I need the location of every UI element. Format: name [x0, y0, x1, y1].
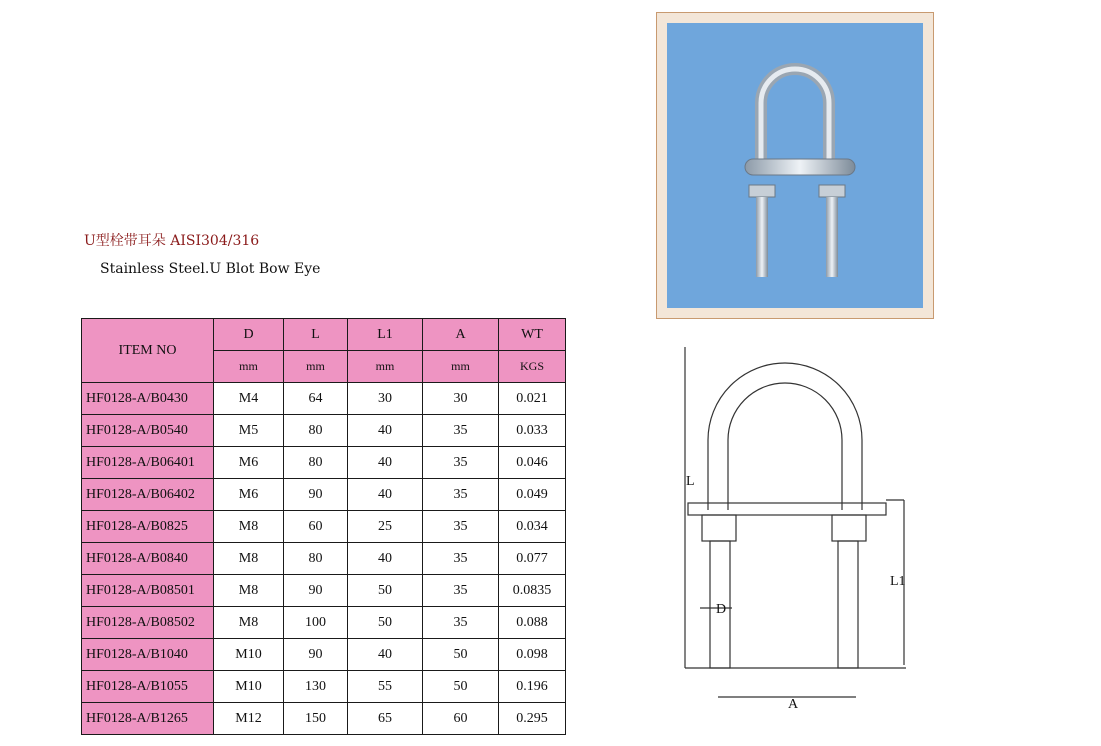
value-cell: 40 [348, 543, 423, 575]
value-cell: 0.049 [499, 479, 566, 511]
value-cell: 0.046 [499, 447, 566, 479]
value-cell: M10 [214, 671, 284, 703]
value-cell: 100 [284, 607, 348, 639]
value-cell: 90 [284, 479, 348, 511]
label-l1: L1 [890, 574, 906, 589]
value-cell: 64 [284, 383, 348, 415]
value-cell: 50 [348, 575, 423, 607]
value-cell: 0.077 [499, 543, 566, 575]
label-l: L [686, 474, 695, 489]
table-row [82, 543, 566, 575]
item-no-cell: HF0128-A/B1055 [82, 671, 214, 703]
table-row [82, 383, 566, 415]
value-cell: 35 [423, 479, 499, 511]
title-english: Stainless Steel.U Blot Bow Eye [100, 261, 321, 277]
value-cell: 80 [284, 447, 348, 479]
value-cell: 0.021 [499, 383, 566, 415]
header-a: A [423, 319, 499, 351]
spec-table [81, 318, 566, 735]
technical-drawing [676, 340, 916, 725]
value-cell: 40 [348, 639, 423, 671]
value-cell: 55 [348, 671, 423, 703]
unit-a: mm [423, 351, 499, 383]
header-item-no: ITEM NO [82, 319, 214, 383]
value-cell: 35 [423, 511, 499, 543]
header-l1: L1 [348, 319, 423, 351]
value-cell: 40 [348, 447, 423, 479]
item-no-cell: HF0128-A/B08501 [82, 575, 214, 607]
value-cell: 0.0835 [499, 575, 566, 607]
value-cell: 35 [423, 415, 499, 447]
item-no-cell: HF0128-A/B0430 [82, 383, 214, 415]
value-cell: 0.196 [499, 671, 566, 703]
value-cell: 90 [284, 639, 348, 671]
product-photo [667, 23, 923, 308]
table-row [82, 671, 566, 703]
value-cell: 50 [423, 671, 499, 703]
value-cell: 150 [284, 703, 348, 735]
product-photo-frame [656, 12, 934, 319]
label-a: A [788, 697, 799, 712]
header-wt: WT [499, 319, 566, 351]
header-l: L [284, 319, 348, 351]
value-cell: 60 [423, 703, 499, 735]
value-cell: M12 [214, 703, 284, 735]
value-cell: 80 [284, 415, 348, 447]
value-cell: M4 [214, 383, 284, 415]
table-row [82, 415, 566, 447]
value-cell: 40 [348, 479, 423, 511]
item-no-cell: HF0128-A/B08502 [82, 607, 214, 639]
value-cell: 35 [423, 543, 499, 575]
u-bolt-photo-icon [667, 23, 923, 308]
table-row [82, 447, 566, 479]
value-cell: M6 [214, 479, 284, 511]
item-no-cell: HF0128-A/B1040 [82, 639, 214, 671]
table-row [82, 479, 566, 511]
value-cell: 0.033 [499, 415, 566, 447]
value-cell: M5 [214, 415, 284, 447]
value-cell: M8 [214, 511, 284, 543]
item-no-cell: HF0128-A/B06401 [82, 447, 214, 479]
value-cell: M6 [214, 447, 284, 479]
header-d: D [214, 319, 284, 351]
unit-l1: mm [348, 351, 423, 383]
table-row [82, 639, 566, 671]
value-cell: 130 [284, 671, 348, 703]
unit-d: mm [214, 351, 284, 383]
value-cell: 40 [348, 415, 423, 447]
table-row [82, 575, 566, 607]
value-cell: 0.034 [499, 511, 566, 543]
value-cell: 90 [284, 575, 348, 607]
value-cell: 50 [423, 639, 499, 671]
value-cell: 35 [423, 575, 499, 607]
value-cell: M8 [214, 543, 284, 575]
table-row [82, 703, 566, 735]
item-no-cell: HF0128-A/B0825 [82, 511, 214, 543]
value-cell: 0.295 [499, 703, 566, 735]
value-cell: M10 [214, 639, 284, 671]
item-no-cell: HF0128-A/B0540 [82, 415, 214, 447]
value-cell: 60 [284, 511, 348, 543]
item-no-cell: HF0128-A/B0840 [82, 543, 214, 575]
value-cell: 35 [423, 447, 499, 479]
item-no-cell: HF0128-A/B06402 [82, 479, 214, 511]
value-cell: 35 [423, 607, 499, 639]
value-cell: M8 [214, 575, 284, 607]
value-cell: 0.098 [499, 639, 566, 671]
table-row [82, 607, 566, 639]
value-cell: 65 [348, 703, 423, 735]
value-cell: 25 [348, 511, 423, 543]
item-no-cell: HF0128-A/B1265 [82, 703, 214, 735]
label-d: D [716, 602, 727, 617]
table-row [82, 511, 566, 543]
unit-wt: KGS [499, 351, 566, 383]
value-cell: M8 [214, 607, 284, 639]
unit-l: mm [284, 351, 348, 383]
value-cell: 30 [423, 383, 499, 415]
title-chinese: U型栓带耳朵 AISI304/316 [84, 233, 260, 249]
value-cell: 0.088 [499, 607, 566, 639]
value-cell: 80 [284, 543, 348, 575]
value-cell: 50 [348, 607, 423, 639]
value-cell: 30 [348, 383, 423, 415]
